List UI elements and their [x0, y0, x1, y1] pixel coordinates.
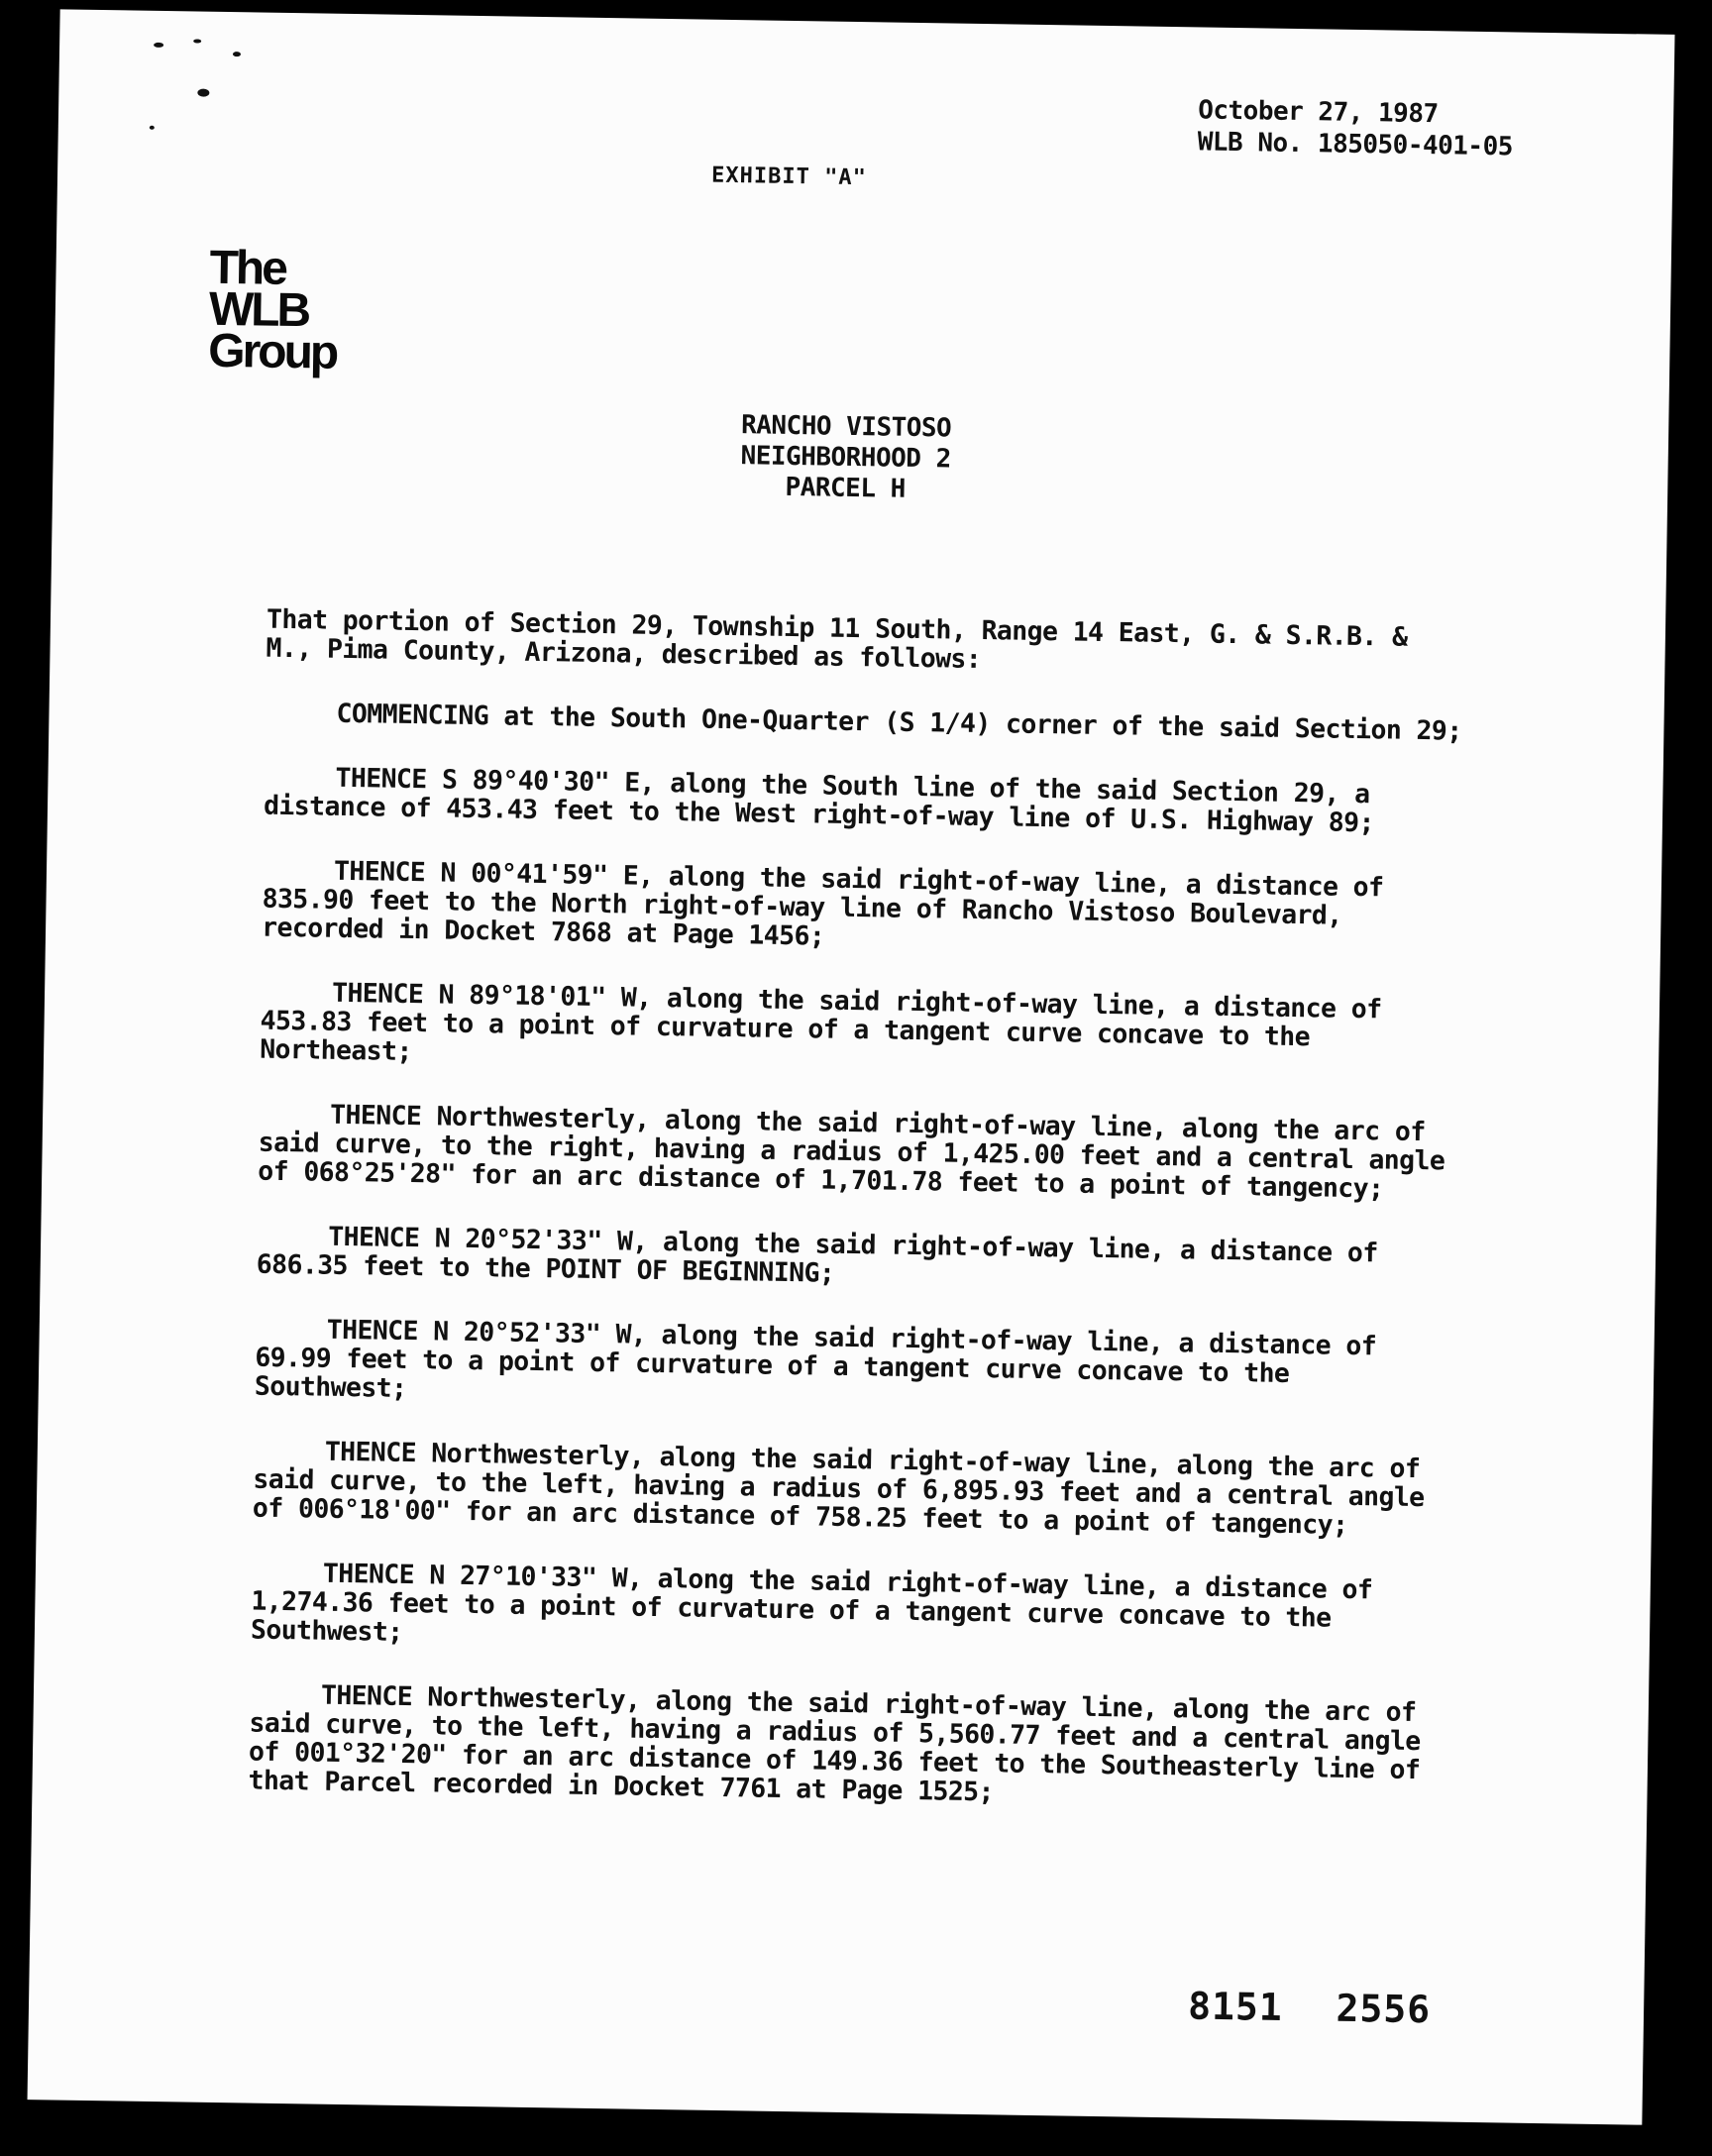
scan-speck [154, 43, 163, 48]
thence-paragraph: THENCE S 89°40'30" E, along the South line of the said Section 29, a distance of 453.43 feet to the West right-of-way line of U.S. Highway 89; [263, 762, 1375, 839]
thence-paragraph: THENCE Northwesterly, along the said right-of-way line, along the arc of said curve, to the left, having a radius of 6,895.93 feet and a central angle of 006°18'00" for an arc distance of 758.25 feet to a point of tangency; [252, 1436, 1425, 1541]
logo-line-wlb: WLB [208, 282, 309, 338]
logo-line-group: Group [207, 324, 337, 379]
parcel-title [647, 409, 1044, 507]
wlb-group-logo [207, 241, 338, 379]
thence-paragraph: THENCE N 20°52'33" W, along the said right-of-way line, a distance of 69.99 feet to a point of curvature of a tangent curve concave to the Southwest; [254, 1314, 1377, 1404]
thence-paragraph: THENCE N 89°18'01" W, along the said right-of-way line, a distance of 453.83 feet to a point of curvature of a tangent curve concave to the Northeast; [259, 977, 1382, 1068]
scan-speck [150, 126, 155, 130]
title-parcel: PARCEL H [785, 472, 907, 504]
legal-description [248, 605, 1465, 1850]
title-project: RANCHO VISTOSO [740, 410, 952, 444]
scan-speck [233, 52, 241, 56]
description-intro: That portion of Section 29, Township 11 South, Range 14 East, G. & S.R.B. & M., Pima County, Arizona, described as follows: [266, 603, 1408, 676]
document-date: October 27, 1987 [1197, 95, 1439, 130]
thence-paragraph: THENCE N 20°52'33" W, along the said right-of-way line, a distance of 686.35 feet to the POINT OF BEGINNING; [256, 1221, 1378, 1289]
scan-speck [193, 39, 201, 43]
exhibit-label: EXHIBIT "A" [710, 162, 867, 191]
scan-speck [197, 89, 209, 97]
thence-paragraph: THENCE Northwesterly, along the said right-of-way line, along the arc of said curve, to the right, having a radius of 1,425.00 feet and a central angle of 068°25'28" for an arc distance of 1,701.78 feet to a point of tangency; [258, 1099, 1445, 1205]
commencing-paragraph: COMMENCING at the South One-Quarter (S 1/4) corner of the said Section 29; [336, 698, 1462, 747]
document-page [28, 9, 1675, 2124]
document-reference [1197, 94, 1513, 162]
wlb-number: WLB No. 185050-401-05 [1197, 127, 1514, 162]
title-neighborhood: NEIGHBORHOOD 2 [740, 441, 951, 475]
thence-paragraph: THENCE N 00°41'59" E, along the said right-of-way line, a distance of 835.90 feet to the North right-of-way line of Rancho Vistoso Boulevard, recorded in Docket 7868 at Page 1456; [261, 855, 1384, 952]
logo-line-the: The [209, 241, 286, 295]
thence-paragraph: THENCE Northwesterly, along the said right-of-way line, along the arc of said curve, to the left, having a radius of 5,560.77 feet and a central angle of 001°32'20" for an arc distance of 149.36 feet to the Southeasterly line of that Parcel recorded in Docket 7761 at Page 1525; [248, 1679, 1421, 1808]
thence-paragraph: THENCE N 27°10'33" W, along the said right-of-way line, a distance of 1,274.36 feet to a point of curvature of a tangent curve concave to the Southwest; [250, 1558, 1373, 1648]
docket-page-number: 8151 2556 [1187, 1984, 1432, 2032]
